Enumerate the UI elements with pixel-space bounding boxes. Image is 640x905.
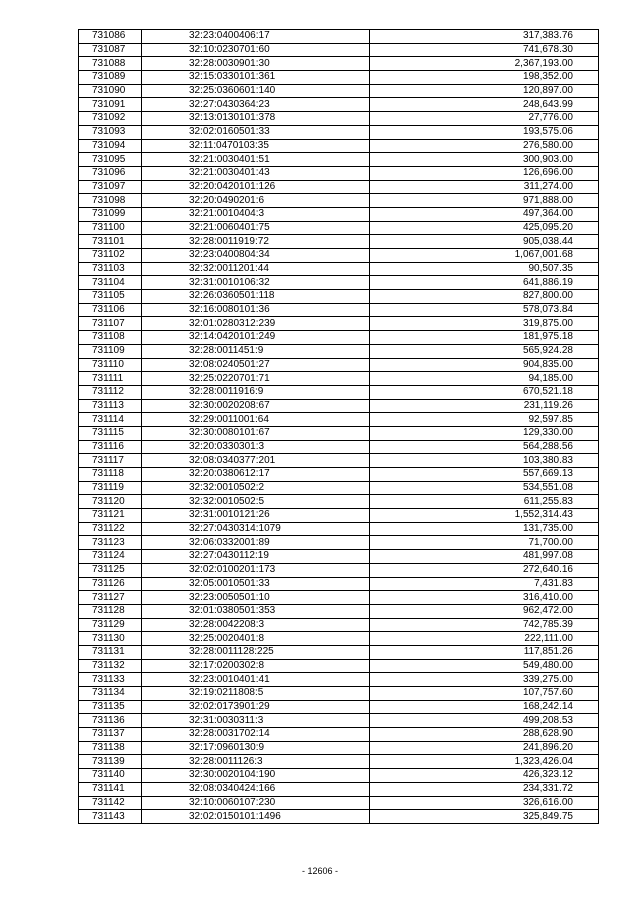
cadastral-number-cell: 32:08:0340424:166	[142, 782, 370, 796]
cadastral-number-cell: 32:25:0220701:71	[142, 372, 370, 386]
record-id-cell: 731099	[79, 207, 142, 221]
table-row	[79, 782, 599, 796]
table-row	[79, 194, 599, 208]
record-id-cell: 731127	[79, 591, 142, 605]
record-id-cell: 731137	[79, 728, 142, 742]
table-row	[79, 632, 599, 646]
record-id-cell: 731113	[79, 399, 142, 413]
record-id-cell: 731110	[79, 358, 142, 372]
amount-cell: 564,288.56	[370, 440, 599, 454]
table-row	[79, 399, 599, 413]
table-row	[79, 700, 599, 714]
record-id-cell: 731116	[79, 440, 142, 454]
amount-cell: 325,849.75	[370, 810, 599, 824]
amount-cell: 92,597.85	[370, 413, 599, 427]
record-id-cell: 731107	[79, 317, 142, 331]
amount-cell: 1,067,001.68	[370, 249, 599, 263]
table-row	[79, 166, 599, 180]
amount-cell: 549,480.00	[370, 659, 599, 673]
cadastral-number-cell: 32:13:0130101:378	[142, 112, 370, 126]
amount-cell: 670,521.18	[370, 385, 599, 399]
cadastral-number-cell: 32:20:0330301:3	[142, 440, 370, 454]
amount-cell: 168,242.14	[370, 700, 599, 714]
record-id-cell: 731124	[79, 550, 142, 564]
cadastral-number-cell: 32:28:0031702:14	[142, 728, 370, 742]
amount-cell: 198,352.00	[370, 71, 599, 85]
cadastral-number-cell: 32:23:0400804:34	[142, 249, 370, 263]
amount-cell: 481,997.08	[370, 550, 599, 564]
amount-cell: 319,875.00	[370, 317, 599, 331]
table-row	[79, 262, 599, 276]
cadastral-number-cell: 32:11:0470103:35	[142, 139, 370, 153]
amount-cell: 103,380.83	[370, 454, 599, 468]
amount-cell: 2,367,193.00	[370, 57, 599, 71]
cadastral-number-cell: 32:17:0960130:9	[142, 741, 370, 755]
cadastral-number-cell: 32:31:0010121:26	[142, 509, 370, 523]
amount-cell: 326,616.00	[370, 796, 599, 810]
page-number: - 12606 -	[301, 866, 339, 876]
record-id-cell: 731142	[79, 796, 142, 810]
record-id-cell: 731109	[79, 344, 142, 358]
records-table	[78, 29, 599, 824]
record-id-cell: 731126	[79, 577, 142, 591]
table-row	[79, 426, 599, 440]
amount-cell: 499,208.53	[370, 714, 599, 728]
record-id-cell: 731136	[79, 714, 142, 728]
amount-cell: 120,897.00	[370, 84, 599, 98]
cadastral-number-cell: 32:10:0060107:230	[142, 796, 370, 810]
table-row	[79, 645, 599, 659]
amount-cell: 578,073.84	[370, 303, 599, 317]
table-row	[79, 577, 599, 591]
record-id-cell: 731090	[79, 84, 142, 98]
table-row	[79, 618, 599, 632]
table-row	[79, 673, 599, 687]
amount-cell: 741,678.30	[370, 43, 599, 57]
cadastral-number-cell: 32:23:0400406:17	[142, 30, 370, 44]
cadastral-number-cell: 32:27:0430364:23	[142, 98, 370, 112]
amount-cell: 90,507.35	[370, 262, 599, 276]
amount-cell: 317,383.76	[370, 30, 599, 44]
table-row	[79, 385, 599, 399]
table-row	[79, 153, 599, 167]
record-id-cell: 731092	[79, 112, 142, 126]
cadastral-number-cell: 32:31:0030311:3	[142, 714, 370, 728]
table-row	[79, 440, 599, 454]
table-row	[79, 769, 599, 783]
table-row	[79, 495, 599, 509]
table-row	[79, 30, 599, 44]
table-row	[79, 276, 599, 290]
table-row	[79, 358, 599, 372]
table-row	[79, 84, 599, 98]
amount-cell: 311,274.00	[370, 180, 599, 194]
cadastral-number-cell: 32:15:0330101:361	[142, 71, 370, 85]
amount-cell: 241,896.20	[370, 741, 599, 755]
cadastral-number-cell: 32:01:0280312:239	[142, 317, 370, 331]
record-id-cell: 731123	[79, 536, 142, 550]
record-id-cell: 731128	[79, 604, 142, 618]
cadastral-number-cell: 32:27:0430112:19	[142, 550, 370, 564]
cadastral-number-cell: 32:08:0240501:27	[142, 358, 370, 372]
record-id-cell: 731129	[79, 618, 142, 632]
amount-cell: 181,975.18	[370, 331, 599, 345]
amount-cell: 222,111.00	[370, 632, 599, 646]
amount-cell: 316,410.00	[370, 591, 599, 605]
cadastral-number-cell: 32:27:0430314:1079	[142, 522, 370, 536]
table-row	[79, 331, 599, 345]
cadastral-number-cell: 32:17:0200302:8	[142, 659, 370, 673]
amount-cell: 742,785.39	[370, 618, 599, 632]
cadastral-number-cell: 32:29:0011001:64	[142, 413, 370, 427]
record-id-cell: 731115	[79, 426, 142, 440]
table-row	[79, 180, 599, 194]
record-id-cell: 731133	[79, 673, 142, 687]
table-row	[79, 235, 599, 249]
amount-cell: 534,551.08	[370, 481, 599, 495]
cadastral-number-cell: 32:02:0173901:29	[142, 700, 370, 714]
record-id-cell: 731096	[79, 166, 142, 180]
cadastral-number-cell: 32:30:0020208:67	[142, 399, 370, 413]
table-row	[79, 550, 599, 564]
amount-cell: 641,886.19	[370, 276, 599, 290]
record-id-cell: 731093	[79, 125, 142, 139]
cadastral-number-cell: 32:25:0360601:140	[142, 84, 370, 98]
cadastral-number-cell: 32:32:0011201:44	[142, 262, 370, 276]
table-row	[79, 536, 599, 550]
record-id-cell: 731130	[79, 632, 142, 646]
record-id-cell: 731138	[79, 741, 142, 755]
record-id-cell: 731108	[79, 331, 142, 345]
cadastral-number-cell: 32:28:0030901:30	[142, 57, 370, 71]
records-body	[79, 30, 599, 824]
record-id-cell: 731132	[79, 659, 142, 673]
amount-cell: 129,330.00	[370, 426, 599, 440]
record-id-cell: 731102	[79, 249, 142, 263]
table-row	[79, 207, 599, 221]
amount-cell: 231,119.26	[370, 399, 599, 413]
amount-cell: 611,255.83	[370, 495, 599, 509]
cadastral-number-cell: 32:23:0050501:10	[142, 591, 370, 605]
table-row	[79, 221, 599, 235]
table-row	[79, 344, 599, 358]
amount-cell: 7,431.83	[370, 577, 599, 591]
amount-cell: 248,643.99	[370, 98, 599, 112]
table-row	[79, 43, 599, 57]
amount-cell: 1,323,426.04	[370, 755, 599, 769]
cadastral-number-cell: 32:30:0020104:190	[142, 769, 370, 783]
table-row	[79, 125, 599, 139]
amount-cell: 126,696.00	[370, 166, 599, 180]
cadastral-number-cell: 32:28:0011128:225	[142, 645, 370, 659]
table-row	[79, 112, 599, 126]
record-id-cell: 731095	[79, 153, 142, 167]
table-row	[79, 604, 599, 618]
table-row	[79, 481, 599, 495]
table-row	[79, 71, 599, 85]
cadastral-number-cell: 32:28:0042208:3	[142, 618, 370, 632]
cadastral-number-cell: 32:05:0010501:33	[142, 577, 370, 591]
record-id-cell: 731101	[79, 235, 142, 249]
record-id-cell: 731094	[79, 139, 142, 153]
record-id-cell: 731131	[79, 645, 142, 659]
record-id-cell: 731120	[79, 495, 142, 509]
amount-cell: 288,628.90	[370, 728, 599, 742]
amount-cell: 27,776.00	[370, 112, 599, 126]
cadastral-number-cell: 32:21:0030401:51	[142, 153, 370, 167]
table-row	[79, 522, 599, 536]
amount-cell: 107,757.60	[370, 687, 599, 701]
amount-cell: 276,580.00	[370, 139, 599, 153]
table-row	[79, 659, 599, 673]
record-id-cell: 731089	[79, 71, 142, 85]
table-row	[79, 796, 599, 810]
cadastral-number-cell: 32:28:0011126:3	[142, 755, 370, 769]
cadastral-number-cell: 32:32:0010502:5	[142, 495, 370, 509]
cadastral-number-cell: 32:01:0380501:353	[142, 604, 370, 618]
cadastral-number-cell: 32:14:0420101:249	[142, 331, 370, 345]
cadastral-number-cell: 32:02:0160501:33	[142, 125, 370, 139]
cadastral-number-cell: 32:02:0150101:1496	[142, 810, 370, 824]
record-id-cell: 731105	[79, 290, 142, 304]
amount-cell: 497,364.00	[370, 207, 599, 221]
table-row	[79, 687, 599, 701]
cadastral-number-cell: 32:23:0010401:41	[142, 673, 370, 687]
record-id-cell: 731118	[79, 468, 142, 482]
amount-cell: 565,924.28	[370, 344, 599, 358]
table-row	[79, 509, 599, 523]
table-row	[79, 755, 599, 769]
record-id-cell: 731097	[79, 180, 142, 194]
cadastral-number-cell: 32:28:0011916:9	[142, 385, 370, 399]
record-id-cell: 731119	[79, 481, 142, 495]
cadastral-number-cell: 32:16:0080101:36	[142, 303, 370, 317]
table-row	[79, 57, 599, 71]
amount-cell: 905,038.44	[370, 235, 599, 249]
table-row	[79, 372, 599, 386]
record-id-cell: 731140	[79, 769, 142, 783]
table-row	[79, 591, 599, 605]
amount-cell: 904,835.00	[370, 358, 599, 372]
amount-cell: 193,575.06	[370, 125, 599, 139]
table-row	[79, 249, 599, 263]
cadastral-number-cell: 32:31:0010106:32	[142, 276, 370, 290]
cadastral-number-cell: 32:25:0020401:8	[142, 632, 370, 646]
record-id-cell: 731087	[79, 43, 142, 57]
amount-cell: 1,552,314.43	[370, 509, 599, 523]
amount-cell: 94,185.00	[370, 372, 599, 386]
table-row	[79, 563, 599, 577]
record-id-cell: 731114	[79, 413, 142, 427]
record-id-cell: 731139	[79, 755, 142, 769]
record-id-cell: 731086	[79, 30, 142, 44]
cadastral-number-cell: 32:20:0380612:17	[142, 468, 370, 482]
cadastral-number-cell: 32:28:0011919:72	[142, 235, 370, 249]
amount-cell: 962,472.00	[370, 604, 599, 618]
record-id-cell: 731125	[79, 563, 142, 577]
record-id-cell: 731117	[79, 454, 142, 468]
cadastral-number-cell: 32:30:0080101:67	[142, 426, 370, 440]
amount-cell: 71,700.00	[370, 536, 599, 550]
cadastral-number-cell: 32:20:0420101:126	[142, 180, 370, 194]
record-id-cell: 731111	[79, 372, 142, 386]
cadastral-number-cell: 32:08:0340377:201	[142, 454, 370, 468]
amount-cell: 339,275.00	[370, 673, 599, 687]
table-row	[79, 413, 599, 427]
record-id-cell: 731088	[79, 57, 142, 71]
cadastral-number-cell: 32:19:0211808:5	[142, 687, 370, 701]
record-id-cell: 731091	[79, 98, 142, 112]
table-row	[79, 810, 599, 824]
amount-cell: 300,903.00	[370, 153, 599, 167]
record-id-cell: 731106	[79, 303, 142, 317]
record-id-cell: 731134	[79, 687, 142, 701]
cadastral-number-cell: 32:26:0360501:118	[142, 290, 370, 304]
record-id-cell: 731121	[79, 509, 142, 523]
amount-cell: 971,888.00	[370, 194, 599, 208]
amount-cell: 827,800.00	[370, 290, 599, 304]
table-row	[79, 139, 599, 153]
amount-cell: 117,851.26	[370, 645, 599, 659]
cadastral-number-cell: 32:06:0332001:89	[142, 536, 370, 550]
amount-cell: 426,323.12	[370, 769, 599, 783]
cadastral-number-cell: 32:28:0011451:9	[142, 344, 370, 358]
record-id-cell: 731143	[79, 810, 142, 824]
cadastral-number-cell: 32:20:0490201:6	[142, 194, 370, 208]
record-id-cell: 731100	[79, 221, 142, 235]
amount-cell: 131,735.00	[370, 522, 599, 536]
cadastral-number-cell: 32:02:0100201:173	[142, 563, 370, 577]
amount-cell: 557,669.13	[370, 468, 599, 482]
cadastral-number-cell: 32:21:0010404:3	[142, 207, 370, 221]
cadastral-number-cell: 32:32:0010502:2	[142, 481, 370, 495]
cadastral-number-cell: 32:21:0030401:43	[142, 166, 370, 180]
record-id-cell: 731112	[79, 385, 142, 399]
table-row	[79, 98, 599, 112]
table-row	[79, 303, 599, 317]
table-row	[79, 454, 599, 468]
record-id-cell: 731098	[79, 194, 142, 208]
amount-cell: 272,640.16	[370, 563, 599, 577]
record-id-cell: 731104	[79, 276, 142, 290]
record-id-cell: 731135	[79, 700, 142, 714]
table-row	[79, 290, 599, 304]
record-id-cell: 731103	[79, 262, 142, 276]
record-id-cell: 731122	[79, 522, 142, 536]
record-id-cell: 731141	[79, 782, 142, 796]
amount-cell: 425,095.20	[370, 221, 599, 235]
table-row	[79, 741, 599, 755]
table-row	[79, 468, 599, 482]
table-row	[79, 728, 599, 742]
cadastral-number-cell: 32:10:0230701:60	[142, 43, 370, 57]
cadastral-number-cell: 32:21:0060401:75	[142, 221, 370, 235]
amount-cell: 234,331.72	[370, 782, 599, 796]
table-row	[79, 317, 599, 331]
table-row	[79, 714, 599, 728]
